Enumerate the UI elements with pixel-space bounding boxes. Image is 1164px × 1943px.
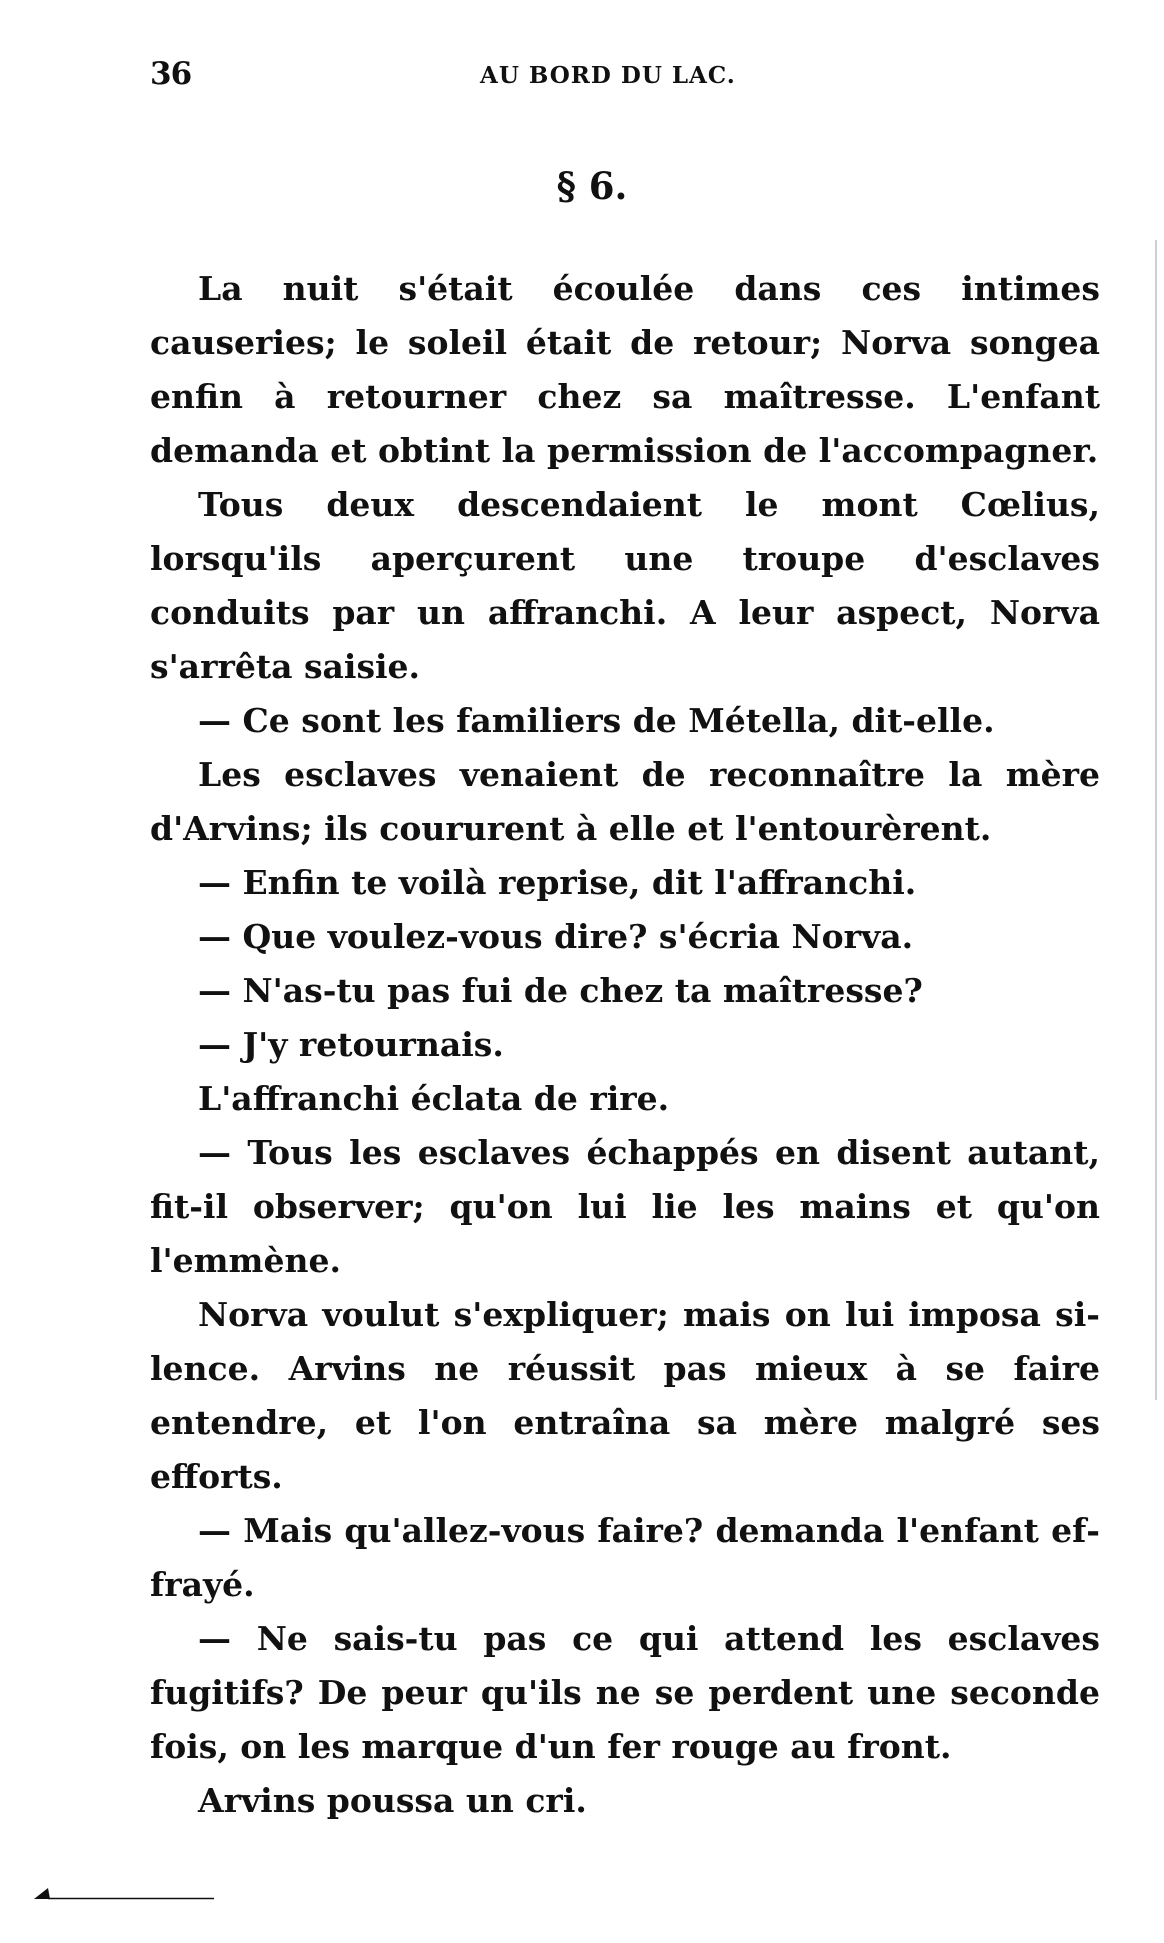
page-edge-shadow [1155, 240, 1157, 1400]
dialogue-line: — Ce sont les familiers de Métella, dit-elle. [198, 701, 995, 740]
paragraph: Arvins poussa un cri. [198, 1781, 587, 1820]
paragraph: Les esclaves venaient de reconnaître la mère d'Arvins; ils coururent à elle et l'entourèrent. [150, 755, 1100, 848]
dialogue-line: — Tous les esclaves échappés en disent autant, fit-il observer; qu'on lui lie les mains et qu'on l'emmène. [150, 1133, 1100, 1280]
dialogue-line: — Mais qu'allez-vous faire? demanda l'enfant effrayé. [150, 1511, 1100, 1604]
paragraph: La nuit s'était écoulée dans ces intimes causeries; le soleil était de retour; Norva songea enfin à retourner chez sa maîtresse. L'enfant demanda et obtint la permission de l'accompagner. [150, 269, 1100, 470]
dialogue-line: — Que voulez-vous dire? s'écria Norva. [198, 917, 914, 956]
book-title: AU BORD DU LAC. [480, 62, 736, 89]
section-heading [0, 164, 1164, 208]
dialogue-line: — N'as-tu pas fui de chez ta maîtresse? [198, 971, 923, 1010]
section-number: § 6. [556, 164, 628, 208]
body-text [150, 262, 1100, 1828]
paragraph: Tous deux descendaient le mont Cœlius, lorsqu'ils aperçurent une troupe d'esclaves conduits par un affranchi. A leur aspect, Norva s'arrêta saisie. [150, 485, 1100, 686]
signature-rule-mark [34, 1886, 214, 1900]
dialogue-line: — J'y retournais. [198, 1025, 504, 1064]
rule-wedge-icon [34, 1888, 50, 1899]
running-head [150, 56, 1100, 96]
dialogue-line: — Ne sais-tu pas ce qui attend les esclaves fugitifs? De peur qu'ils ne se perdent une seconde fois, on les marque d'un fer rouge au front. [150, 1619, 1100, 1766]
page-number: 36 [150, 56, 192, 92]
paragraph: L'affranchi éclata de rire. [198, 1079, 670, 1118]
paragraph: Norva voulut s'expliquer; mais on lui imposa silence. Arvins ne réussit pas mieux à se faire entendre, et l'on entraîna sa mère malgré ses efforts. [150, 1295, 1100, 1496]
dialogue-line: — Enfin te voilà reprise, dit l'affranchi. [198, 863, 917, 902]
